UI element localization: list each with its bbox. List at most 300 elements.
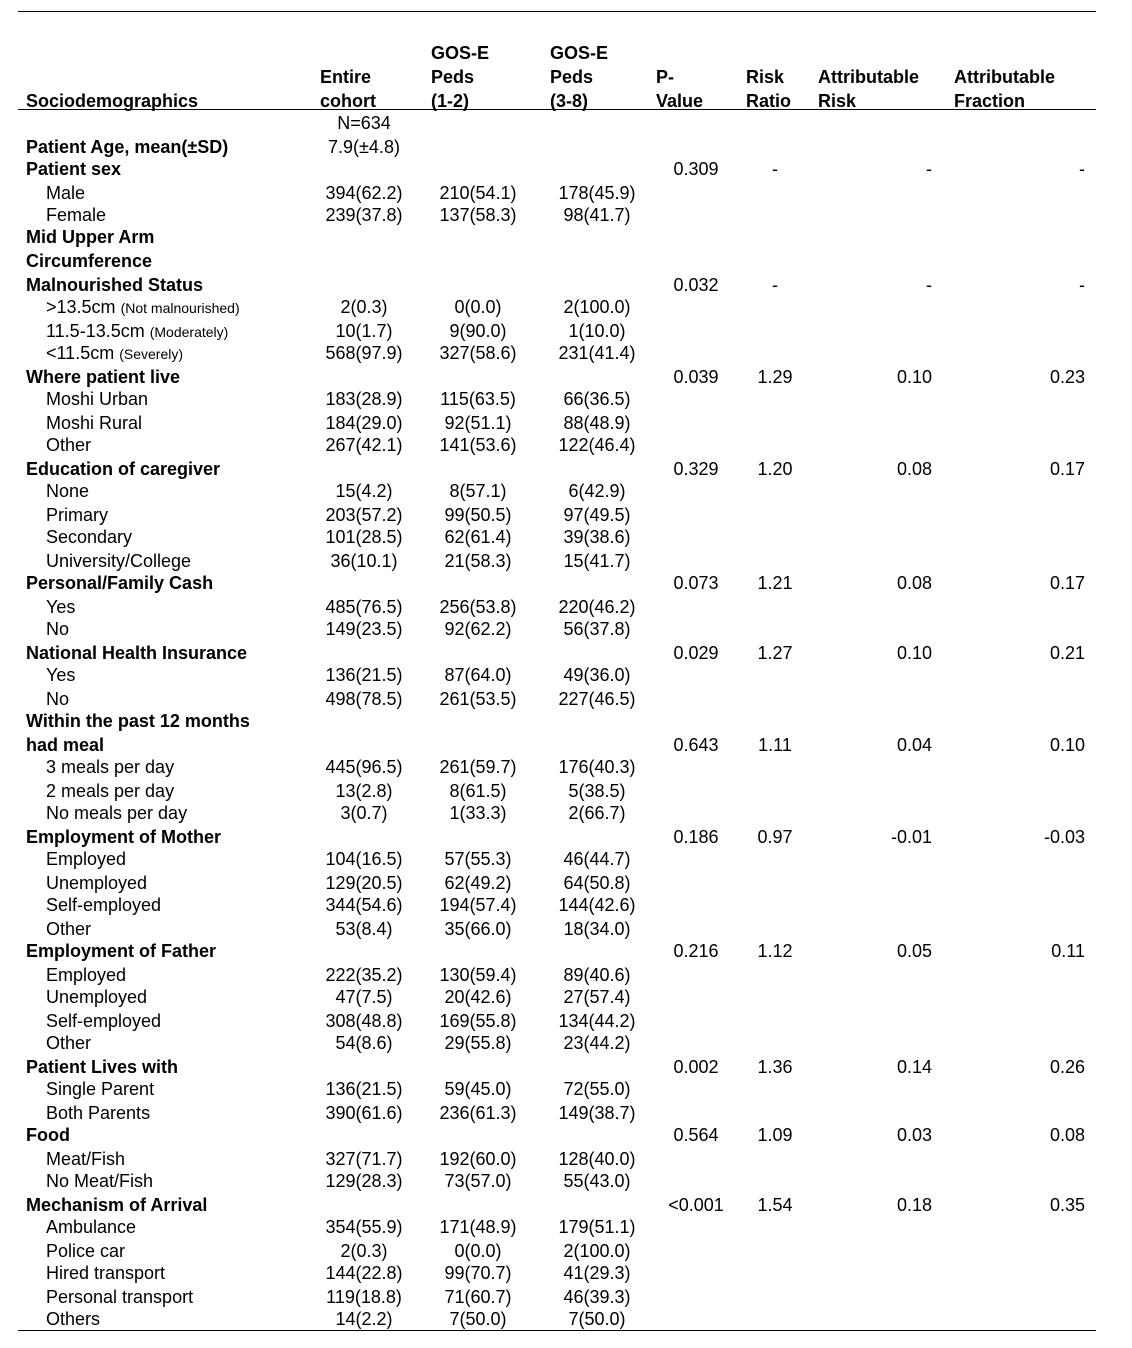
header-attributable-fraction xyxy=(954,65,1055,113)
header-gose-3-8 xyxy=(550,41,608,113)
entire-cohort-cell: 2(0.3) xyxy=(340,297,388,317)
gose-1-2-cell: 9(90.0) xyxy=(449,321,507,341)
table-row xyxy=(18,780,1096,803)
risk-ratio-cell: 1.54 xyxy=(757,1195,793,1215)
row-label xyxy=(46,342,183,366)
gose-1-2-cell: 59(45.0) xyxy=(444,1079,512,1099)
row-label xyxy=(46,756,174,779)
table-section-row xyxy=(18,458,1096,481)
attributable-fraction-cell: - xyxy=(1079,159,1085,179)
row-label-text: Unemployed xyxy=(46,873,148,893)
p-value-cell: 0.002 xyxy=(673,1057,719,1077)
p-value-cell: 0.329 xyxy=(673,459,719,479)
row-label-text: 2 meals per day xyxy=(46,781,175,801)
attributable-risk-cell: -0.01 xyxy=(890,827,932,847)
row-label-text: Education of caregiver xyxy=(26,459,221,479)
row-label-text: Female xyxy=(46,205,107,225)
gose-3-8-cell: 134(44.2) xyxy=(558,1011,636,1031)
table-row xyxy=(18,1240,1096,1263)
row-label-text: Primary xyxy=(46,505,108,525)
p-value-cell: 0.073 xyxy=(673,573,719,593)
row-label xyxy=(46,1216,136,1239)
attributable-fraction-cell: 0.17 xyxy=(1049,459,1085,479)
attributable-fraction-cell: -0.03 xyxy=(1043,827,1085,847)
row-label-text: Patient Lives with xyxy=(26,1057,179,1077)
gose-3-8-cell: 64(50.8) xyxy=(563,873,631,893)
table-row xyxy=(18,872,1096,895)
row-label-text: No Meat/Fish xyxy=(46,1171,154,1191)
table-row xyxy=(18,320,1096,343)
gose-3-8-cell: 27(57.4) xyxy=(563,987,631,1007)
attributable-fraction-cell: 0.23 xyxy=(1049,367,1085,387)
gose-3-8-cell: 231(41.4) xyxy=(558,343,636,363)
entire-cohort-cell: 129(20.5) xyxy=(325,873,403,893)
entire-cohort-cell: 144(22.8) xyxy=(325,1263,403,1283)
gose-3-8-cell: 178(45.9) xyxy=(558,183,636,203)
risk-ratio-cell: - xyxy=(772,159,778,179)
header-attributable-risk xyxy=(818,65,919,113)
row-label xyxy=(46,1148,125,1171)
gose-1-2-cell: 256(53.8) xyxy=(439,597,517,617)
row-label-text: Malnourished Status xyxy=(26,275,204,295)
entire-cohort-cell: 203(57.2) xyxy=(325,505,403,525)
table-section-row xyxy=(18,940,1096,963)
row-label-text: Employed xyxy=(46,849,127,869)
p-value-cell: 0.029 xyxy=(673,643,719,663)
gose-3-8-cell: 176(40.3) xyxy=(558,757,636,777)
header-text: Peds xyxy=(550,67,594,87)
row-label xyxy=(46,1286,193,1309)
gose-1-2-cell: 210(54.1) xyxy=(439,183,517,203)
table-section-row xyxy=(18,826,1096,849)
row-label xyxy=(46,618,69,641)
entire-cohort-cell: 2(0.3) xyxy=(340,1241,388,1261)
table-row xyxy=(18,434,1096,457)
row-label xyxy=(46,1010,161,1033)
gose-1-2-cell: 0(0.0) xyxy=(454,1241,502,1261)
table-row xyxy=(18,1148,1096,1171)
gose-1-2-cell: 99(70.7) xyxy=(444,1263,512,1283)
table-row xyxy=(18,342,1096,365)
gose-3-8-cell: 46(44.7) xyxy=(563,849,631,869)
row-label xyxy=(26,1124,70,1147)
gose-1-2-cell: 141(53.6) xyxy=(439,435,517,455)
row-label-text: Personal transport xyxy=(46,1287,194,1307)
risk-ratio-cell: 1.12 xyxy=(757,941,793,961)
attributable-fraction-cell: 0.08 xyxy=(1049,1125,1085,1145)
header-text: Entire xyxy=(320,67,372,87)
row-label xyxy=(46,918,91,941)
gose-1-2-cell: 7(50.0) xyxy=(449,1309,507,1329)
entire-cohort-cell: 3(0.7) xyxy=(340,803,388,823)
header-risk-ratio xyxy=(746,65,791,113)
gose-3-8-cell: 66(36.5) xyxy=(563,389,631,409)
sociodemographics-table xyxy=(18,0,1096,1348)
gose-3-8-cell: 23(44.2) xyxy=(563,1033,631,1053)
table-section-row xyxy=(18,158,1096,181)
gose-1-2-cell: 62(61.4) xyxy=(444,527,512,547)
gose-3-8-cell: 2(100.0) xyxy=(563,297,631,317)
row-label xyxy=(46,1170,153,1193)
row-label xyxy=(46,1240,125,1263)
gose-3-8-cell: 220(46.2) xyxy=(558,597,636,617)
entire-cohort-cell: 184(29.0) xyxy=(325,413,403,433)
table-row xyxy=(18,388,1096,411)
table-section-row xyxy=(18,734,1096,757)
risk-ratio-cell: 1.20 xyxy=(757,459,793,479)
entire-cohort-cell: 239(37.8) xyxy=(325,205,403,225)
row-label xyxy=(46,480,89,503)
attributable-fraction-cell: 0.11 xyxy=(1051,941,1085,961)
gose-3-8-cell: 6(42.9) xyxy=(568,481,626,501)
row-label xyxy=(46,1078,154,1101)
row-label xyxy=(46,872,147,895)
header-text: Value xyxy=(656,91,704,111)
gose-3-8-cell: 5(38.5) xyxy=(568,781,626,801)
row-label-text: National Health Insurance xyxy=(26,643,248,663)
table-section-row xyxy=(18,250,1096,273)
gose-3-8-cell: 149(38.7) xyxy=(558,1103,636,1123)
gose-3-8-cell: 88(48.9) xyxy=(563,413,631,433)
entire-cohort-cell: 14(2.2) xyxy=(335,1309,393,1329)
gose-3-8-cell: 1(10.0) xyxy=(568,321,626,341)
row-label xyxy=(46,434,91,457)
entire-cohort-cell: 308(48.8) xyxy=(325,1011,403,1031)
attributable-risk-cell: 0.10 xyxy=(896,643,932,663)
entire-cohort-cell: 54(8.6) xyxy=(335,1033,393,1053)
gose-3-8-cell: 2(66.7) xyxy=(568,803,626,823)
attributable-fraction-cell: 0.35 xyxy=(1049,1195,1085,1215)
table-row xyxy=(18,1010,1096,1033)
row-label-text: Hired transport xyxy=(46,1263,166,1283)
row-label xyxy=(26,940,216,963)
p-value-cell: 0.564 xyxy=(673,1125,719,1145)
entire-cohort-cell: 394(62.2) xyxy=(325,183,403,203)
risk-ratio-cell: 1.27 xyxy=(757,643,793,663)
table-section-row xyxy=(18,366,1096,389)
entire-cohort-cell: 390(61.6) xyxy=(325,1103,403,1123)
table-section-row xyxy=(18,1124,1096,1147)
row-label-text: Patient sex xyxy=(26,159,122,179)
table-row xyxy=(18,894,1096,917)
row-label xyxy=(26,250,152,273)
header-text: P- xyxy=(656,67,674,87)
entire-cohort-cell: 344(54.6) xyxy=(325,895,403,915)
gose-1-2-cell: 21(58.3) xyxy=(444,551,512,571)
row-label-text: Moshi Rural xyxy=(46,413,143,433)
entire-cohort-cell: 354(55.9) xyxy=(325,1217,403,1237)
row-label-text: Employment of Father xyxy=(26,941,217,961)
gose-1-2-cell: 192(60.0) xyxy=(439,1149,517,1169)
risk-ratio-cell: 1.09 xyxy=(757,1125,793,1145)
row-label-text: Mechanism of Arrival xyxy=(26,1195,208,1215)
risk-ratio-cell: 1.11 xyxy=(758,735,792,755)
row-label xyxy=(46,964,126,987)
entire-cohort-cell: 7.9(±4.8) xyxy=(328,137,400,157)
row-label-text: Employment of Mother xyxy=(26,827,222,847)
p-value-cell: 0.216 xyxy=(673,941,719,961)
table-row xyxy=(18,504,1096,527)
row-label-text: Self-employed xyxy=(46,1011,162,1031)
row-label-text: had meal xyxy=(26,735,105,755)
row-label-text: No xyxy=(46,619,70,639)
gose-1-2-cell: 261(59.7) xyxy=(439,757,517,777)
gose-1-2-cell: 99(50.5) xyxy=(444,505,512,525)
table-row xyxy=(18,688,1096,711)
gose-3-8-cell: 15(41.7) xyxy=(563,551,631,571)
entire-cohort-cell: 498(78.5) xyxy=(325,689,403,709)
gose-3-8-cell: 39(38.6) xyxy=(563,527,631,547)
gose-3-8-cell: 2(100.0) xyxy=(563,1241,631,1261)
gose-1-2-cell: 29(55.8) xyxy=(444,1033,512,1053)
gose-3-8-cell: 122(46.4) xyxy=(558,435,636,455)
header-bottom-rule xyxy=(18,109,1096,110)
row-label xyxy=(46,182,85,205)
table-row xyxy=(18,1286,1096,1309)
header-p-value xyxy=(656,65,703,113)
entire-cohort-cell: 15(4.2) xyxy=(335,481,393,501)
header-text: Ratio xyxy=(746,91,791,111)
row-label xyxy=(46,1102,150,1125)
header-text: GOS-E xyxy=(550,43,609,63)
row-label-text: No xyxy=(46,689,70,709)
table-row xyxy=(18,204,1096,227)
row-label xyxy=(46,412,142,435)
attributable-risk-cell: 0.05 xyxy=(896,941,932,961)
table-top-rule xyxy=(18,11,1096,12)
row-label xyxy=(26,734,104,757)
row-label xyxy=(46,802,187,825)
gose-1-2-cell: 115(63.5) xyxy=(440,389,516,409)
header-text: (3-8) xyxy=(550,91,589,111)
gose-1-2-cell: 62(49.2) xyxy=(444,873,512,893)
gose-3-8-cell: 18(34.0) xyxy=(563,919,631,939)
gose-3-8-cell: 56(37.8) xyxy=(563,619,631,639)
table-section-row xyxy=(18,710,1096,733)
risk-ratio-cell: - xyxy=(772,275,778,295)
table-row xyxy=(18,526,1096,549)
row-label xyxy=(46,596,75,619)
entire-cohort-cell: 445(96.5) xyxy=(325,757,403,777)
entire-cohort-cell: 47(7.5) xyxy=(335,987,393,1007)
row-label-text: Moshi Urban xyxy=(46,389,149,409)
row-label xyxy=(46,780,174,803)
row-label xyxy=(26,158,121,181)
gose-1-2-cell: 8(61.5) xyxy=(449,781,507,801)
row-label xyxy=(46,550,191,573)
row-label-text: Patient Age, mean(±SD) xyxy=(26,137,229,157)
table-row xyxy=(18,1170,1096,1193)
row-label-text: Where patient live xyxy=(26,367,181,387)
gose-3-8-cell: 89(40.6) xyxy=(563,965,631,985)
row-label xyxy=(46,688,69,711)
row-label xyxy=(46,526,132,549)
gose-1-2-cell: 73(57.0) xyxy=(444,1171,512,1191)
header-text: (1-2) xyxy=(431,91,470,111)
header-text: Risk xyxy=(746,67,785,87)
row-label-text: Unemployed xyxy=(46,987,148,1007)
risk-ratio-cell: 1.21 xyxy=(757,573,793,593)
table-row xyxy=(18,848,1096,871)
row-label-text: University/College xyxy=(46,551,192,571)
row-label-text: 11.5-13.5cm xyxy=(46,321,145,341)
gose-1-2-cell: 137(58.3) xyxy=(439,205,517,225)
entire-cohort-cell: 267(42.1) xyxy=(325,435,403,455)
row-label xyxy=(26,642,247,665)
risk-ratio-cell: 1.36 xyxy=(757,1057,793,1077)
gose-3-8-cell: 72(55.0) xyxy=(563,1079,631,1099)
attributable-risk-cell: 0.03 xyxy=(896,1125,932,1145)
table-row xyxy=(18,1308,1096,1331)
row-label-text: >13.5cm xyxy=(46,297,116,317)
gose-1-2-cell: 20(42.6) xyxy=(444,987,512,1007)
row-label-text: 3 meals per day xyxy=(46,757,175,777)
table-row xyxy=(18,1102,1096,1125)
p-value-cell: <0.001 xyxy=(668,1195,724,1215)
entire-cohort-cell: 222(35.2) xyxy=(325,965,403,985)
gose-3-8-cell: 41(29.3) xyxy=(563,1263,631,1283)
row-label xyxy=(46,320,228,344)
row-label-text: <11.5cm xyxy=(46,343,115,363)
row-label xyxy=(46,204,106,227)
gose-3-8-cell: 179(51.1) xyxy=(558,1217,636,1237)
gose-3-8-cell: 144(42.6) xyxy=(558,895,636,915)
risk-ratio-cell: 1.29 xyxy=(757,367,793,387)
entire-cohort-cell: N=634 xyxy=(337,113,391,133)
attributable-risk-cell: 0.10 xyxy=(896,367,932,387)
p-value-cell: 0.643 xyxy=(673,735,719,755)
entire-cohort-cell: 53(8.4) xyxy=(335,919,393,939)
gose-1-2-cell: 130(59.4) xyxy=(439,965,517,985)
p-value-cell: 0.039 xyxy=(673,367,719,387)
gose-3-8-cell: 227(46.5) xyxy=(558,689,636,709)
entire-cohort-cell: 485(76.5) xyxy=(325,597,403,617)
table-row xyxy=(18,964,1096,987)
attributable-risk-cell: 0.18 xyxy=(896,1195,932,1215)
row-label xyxy=(46,894,161,917)
gose-1-2-cell: 8(57.1) xyxy=(449,481,507,501)
row-label xyxy=(26,226,154,249)
table-section-row xyxy=(18,642,1096,665)
table-row xyxy=(18,664,1096,687)
attributable-risk-cell: 0.08 xyxy=(896,573,932,593)
row-label-text: Secondary xyxy=(46,527,133,547)
row-label-text: Self-employed xyxy=(46,895,162,915)
row-label xyxy=(26,366,180,389)
table-bottom-rule xyxy=(18,1330,1096,1331)
entire-cohort-cell: 10(1.7) xyxy=(335,321,393,341)
row-label-text: Ambulance xyxy=(46,1217,137,1237)
row-label-text: Other xyxy=(46,1033,92,1053)
gose-3-8-cell: 55(43.0) xyxy=(563,1171,631,1191)
gose-3-8-cell: 97(49.5) xyxy=(563,505,631,525)
attributable-risk-cell: 0.08 xyxy=(896,459,932,479)
p-value-cell: 0.032 xyxy=(673,275,719,295)
attributable-fraction-cell: 0.10 xyxy=(1049,735,1085,755)
gose-1-2-cell: 57(55.3) xyxy=(444,849,512,869)
entire-cohort-cell: 36(10.1) xyxy=(330,551,398,571)
table-row xyxy=(18,1032,1096,1055)
header-entire-cohort xyxy=(320,65,376,113)
row-label xyxy=(26,1056,178,1079)
row-label-text: Meat/Fish xyxy=(46,1149,126,1169)
p-value-cell: 0.186 xyxy=(673,827,719,847)
risk-ratio-cell: 0.97 xyxy=(757,827,793,847)
table-row xyxy=(18,550,1096,573)
gose-1-2-cell: 87(64.0) xyxy=(444,665,512,685)
entire-cohort-cell: 568(97.9) xyxy=(325,343,403,363)
row-label xyxy=(46,296,240,320)
table-row xyxy=(18,596,1096,619)
entire-cohort-cell: 327(71.7) xyxy=(325,1149,403,1169)
row-label xyxy=(26,1194,207,1217)
row-label-text: Yes xyxy=(46,665,76,685)
table-row xyxy=(18,618,1096,641)
row-label-text: Police car xyxy=(46,1241,126,1261)
row-label xyxy=(26,136,228,159)
row-label-text: Other xyxy=(46,919,92,939)
header-text: cohort xyxy=(320,91,376,111)
row-label-text: Yes xyxy=(46,597,76,617)
row-label-note: (Severely) xyxy=(119,346,184,362)
attributable-risk-cell: 0.04 xyxy=(896,735,932,755)
table-section-row xyxy=(18,226,1096,249)
row-label-note: (Moderately) xyxy=(149,324,229,340)
gose-1-2-cell: 261(53.5) xyxy=(439,689,517,709)
gose-1-2-cell: 71(60.7) xyxy=(444,1287,512,1307)
row-label-text: Others xyxy=(46,1309,101,1329)
row-label xyxy=(26,458,220,481)
row-label-note: (Not malnourished) xyxy=(120,300,240,316)
table-section-row xyxy=(18,572,1096,595)
table-section-row xyxy=(18,136,1096,159)
row-label-text: No meals per day xyxy=(46,803,188,823)
row-label-text: Circumference xyxy=(26,251,153,271)
attributable-risk-cell: - xyxy=(926,159,932,179)
p-value-cell: 0.309 xyxy=(673,159,719,179)
header-text: Risk xyxy=(818,91,857,111)
entire-cohort-cell: 183(28.9) xyxy=(325,389,403,409)
table-row xyxy=(18,112,1096,135)
gose-1-2-cell: 0(0.0) xyxy=(454,297,502,317)
table-row xyxy=(18,182,1096,205)
attributable-risk-cell: 0.14 xyxy=(896,1057,932,1077)
table-row xyxy=(18,802,1096,825)
header-text: GOS-E xyxy=(431,43,490,63)
gose-3-8-cell: 98(41.7) xyxy=(563,205,631,225)
row-label xyxy=(46,664,75,687)
row-label xyxy=(46,388,148,411)
entire-cohort-cell: 149(23.5) xyxy=(325,619,403,639)
table-row xyxy=(18,918,1096,941)
table-section-row xyxy=(18,1194,1096,1217)
gose-1-2-cell: 194(57.4) xyxy=(439,895,517,915)
row-label xyxy=(26,826,221,849)
row-label-text: Single Parent xyxy=(46,1079,155,1099)
header-gose-1-2 xyxy=(431,41,489,113)
gose-1-2-cell: 169(55.8) xyxy=(439,1011,517,1031)
table-section-row xyxy=(18,1056,1096,1079)
header-text: Sociodemographics xyxy=(26,91,199,111)
row-label-text: Both Parents xyxy=(46,1103,151,1123)
row-label-text: Within the past 12 months xyxy=(26,711,250,731)
row-label-text: Mid Upper Arm xyxy=(26,227,155,247)
entire-cohort-cell: 104(16.5) xyxy=(325,849,403,869)
gose-1-2-cell: 327(58.6) xyxy=(439,343,517,363)
table-row xyxy=(18,480,1096,503)
header-text: Peds xyxy=(431,67,475,87)
row-label xyxy=(46,1262,165,1285)
